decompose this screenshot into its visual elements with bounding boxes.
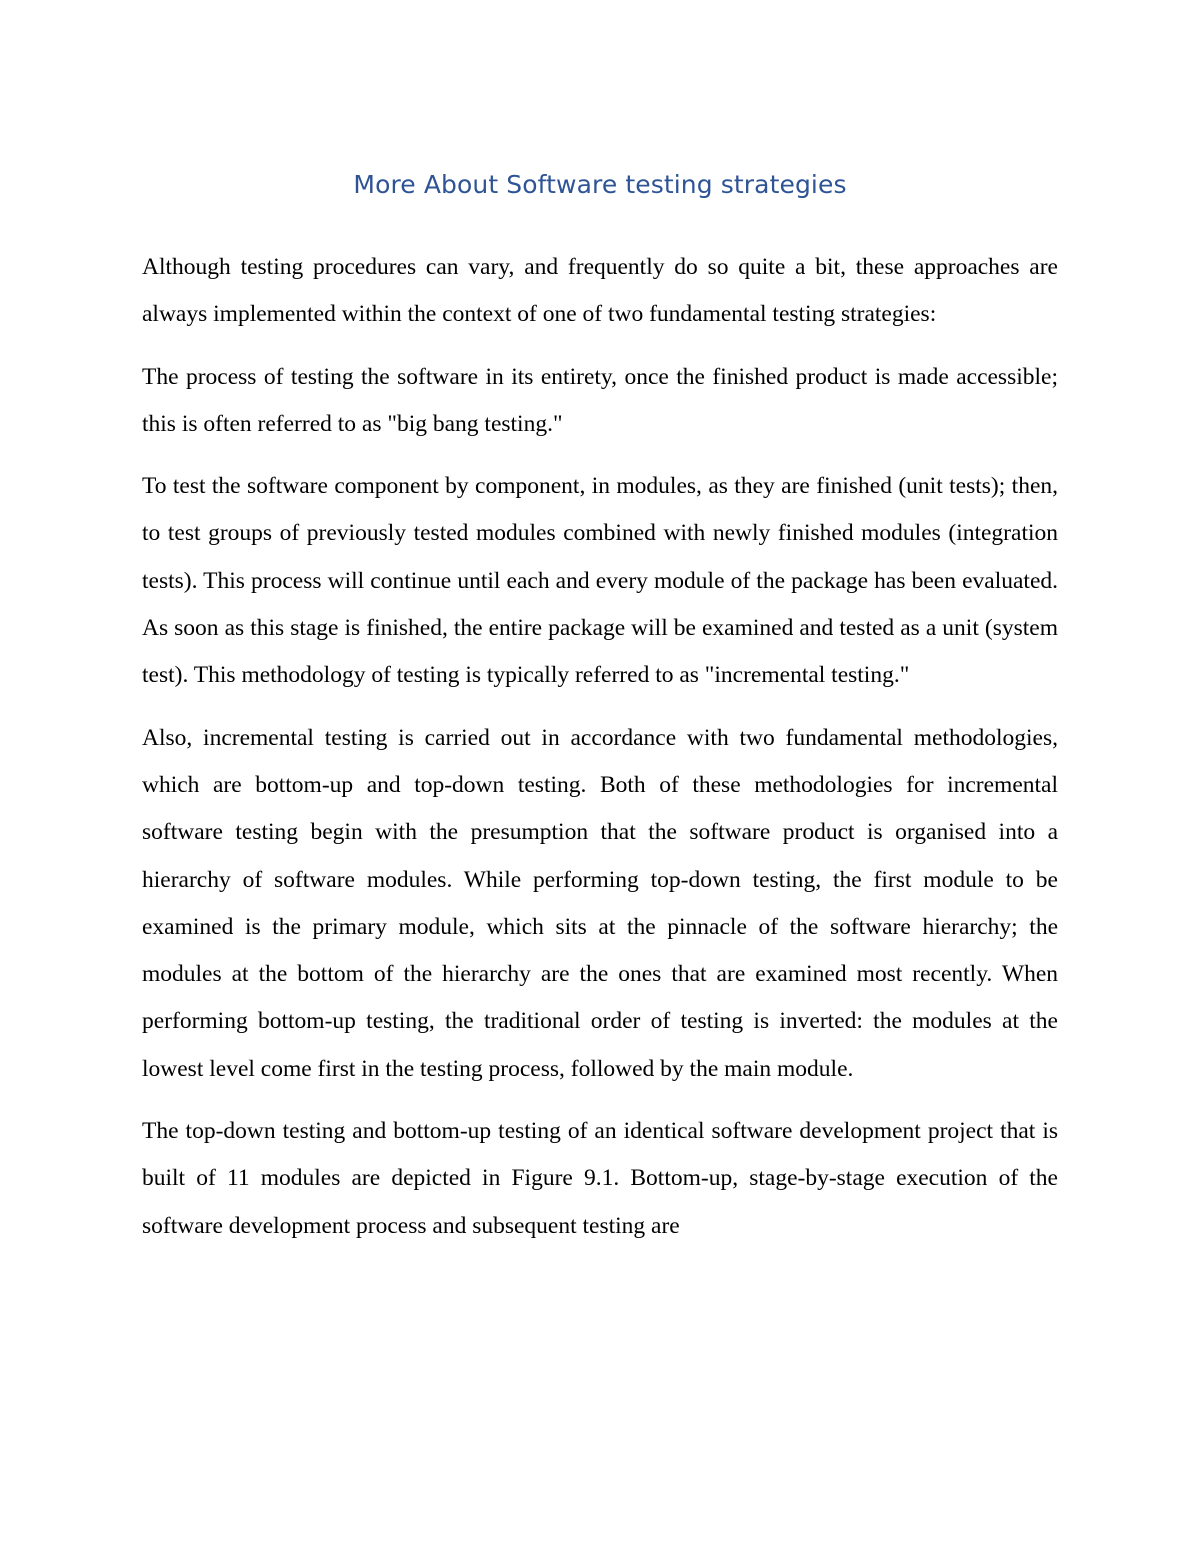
paragraph-big-bang: The process of testing the software in its entirety, once the finished product is made accessible; this is often referred to as "big bang testing." xyxy=(142,363,1058,437)
document-body xyxy=(142,244,1058,1265)
paragraph-figure-reference: The top-down testing and bottom-up testing of an identical software development project that is built of 11 modules are depicted in Figure 9.1. Bottom-up, stage-by-stage execution of the software development process and subsequent testing are xyxy=(142,1118,1058,1239)
paragraph-methodologies: Also, incremental testing is carried out in accordance with two fundamental methodologies, which are bottom-up and top-down testing. Both of these methodologies for incremental software testing begin with the presumption that the software product is organised into a hierarchy of software modules. While performing top-down testing, the first module to be examined is the primary module, which sits at the pinnacle of the software hierarchy; the modules at the bottom of the hierarchy are the ones that are examined most recently. When performing bottom-up testing, the traditional order of testing is inverted: the modules at the lowest level come first in the testing process, followed by the main module. xyxy=(142,724,1058,1082)
paragraph-incremental: To test the software component by component, in modules, as they are finished (unit tests); then, to test groups of previously tested modules combined with newly finished modules (integration tests). This process will continue until each and every module of the package has been evaluated. As soon as this stage is finished, the entire package will be examined and tested as a unit (system test). This methodology of testing is typically referred to as "incremental testing." xyxy=(142,473,1058,689)
paragraph-intro: Although testing procedures can vary, and frequently do so quite a bit, these approaches are always implemented within the context of one of two fundamental testing strategies: xyxy=(142,254,1058,328)
document-title: More About Software testing strategies xyxy=(353,170,847,199)
